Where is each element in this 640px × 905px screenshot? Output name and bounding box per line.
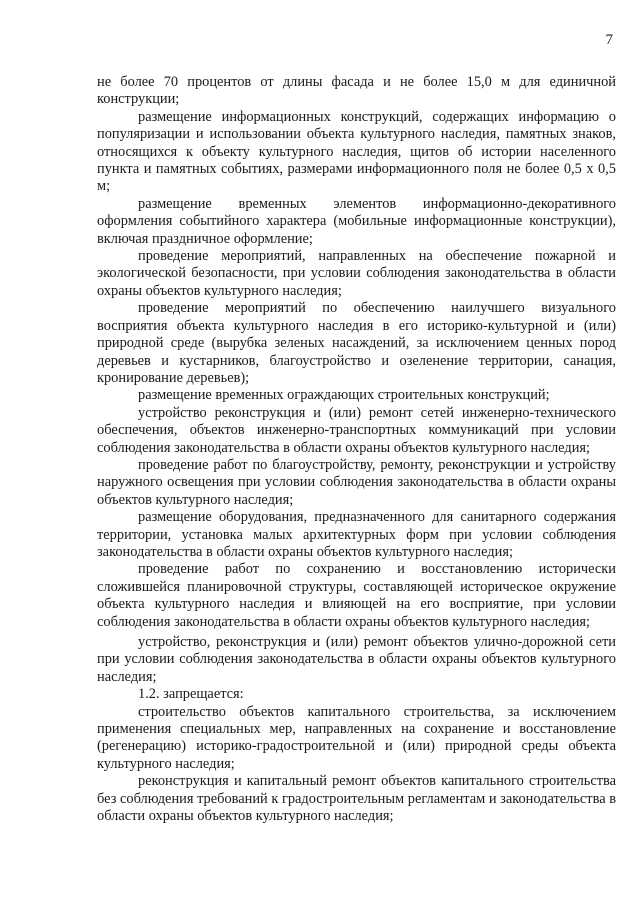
paragraph-temporary-fences: размещение временных ограждающих строительных конструкций; [138,387,550,404]
paragraph-historic-structure: проведение работ по сохранению и восстановлению исторически сложившейся планировочной структуры, составляющей историческое окружение объекта культурного наследия и влияющей на его восприятие, при условии соблюдения законодательства в области охраны объектов культурного наследия; [97,561,616,630]
paragraph-visual-perception: проведение мероприятий по обеспечению наилучшего визуального восприятия объекта культурного наследия в его историко-культурной и (или) природной среде (вырубка зеленых насаждений, за исключением ценных пород деревьев и кустарников, благоустройство и озеленение территории, санация, кронирование деревьев); [97,300,616,386]
paragraph-road-network: устройство, реконструкция и (или) ремонт объектов улично-дорожной сети при условии соблюдения законодательства в области охраны объектов культурного наследия; [97,634,616,685]
paragraph-continuation: не более 70 процентов от длины фасада и не более 15,0 м для единичной конструкции; [97,74,616,108]
page-number: 7 [605,32,613,48]
paragraph-engineering-networks: устройство реконструкция и (или) ремонт сетей инженерно-технического обеспечения, объектов инженерно-транспортных коммуникаций при условии соблюдения законодательства в области охраны объектов культурного наследия; [97,404,616,456]
paragraph-landscaping-lighting: проведение работ по благоустройству, ремонту, реконструкции и устройству наружного освещения при условии соблюдения законодательства в области охраны объектов культурного наследия; [97,456,616,508]
document-body [97,74,616,825]
paragraph-fire-safety: проведение мероприятий, направленных на обеспечение пожарной и экологической безопасности, при условии соблюдения законодательства в области охраны объектов культурного наследия; [97,248,616,299]
paragraph-temporary-decor: размещение временных элементов информационно-декоративного оформления событийного характера (мобильные информационные конструкции), включая праздничное оформление; [97,195,616,247]
paragraph-information-constructions: размещение информационных конструкций, содержащих информацию о популяризации и использовании объекта культурного наследия, памятных знаков, относящихся к объекту культурного наследия, щитов об истории населенного пункта и памятных событиях, размерами информационного поля не более 0,5 х 0,5 м; [97,108,616,195]
paragraph-sanitary-equipment: размещение оборудования, предназначенного для санитарного содержания территории, установка малых архитектурных форм при условии соблюдения законодательства в области охраны объектов культурного наследия; [97,509,616,560]
paragraph-capital-construction: строительство объектов капитального строительства, за исключением применения специальных мер, направленных на сохранение и восстановление (регенерацию) историко-градостроительной и (или) природной среды объекта культурного наследия; [97,703,616,772]
section-heading-prohibited: 1.2. запрещается: [138,686,244,703]
paragraph-reconstruction-repair: реконструкция и капитальный ремонт объектов капитального строительства без соблюдения требований к градостроительным регламентам и законодательства в области охраны объектов культурного наследия; [97,773,616,825]
